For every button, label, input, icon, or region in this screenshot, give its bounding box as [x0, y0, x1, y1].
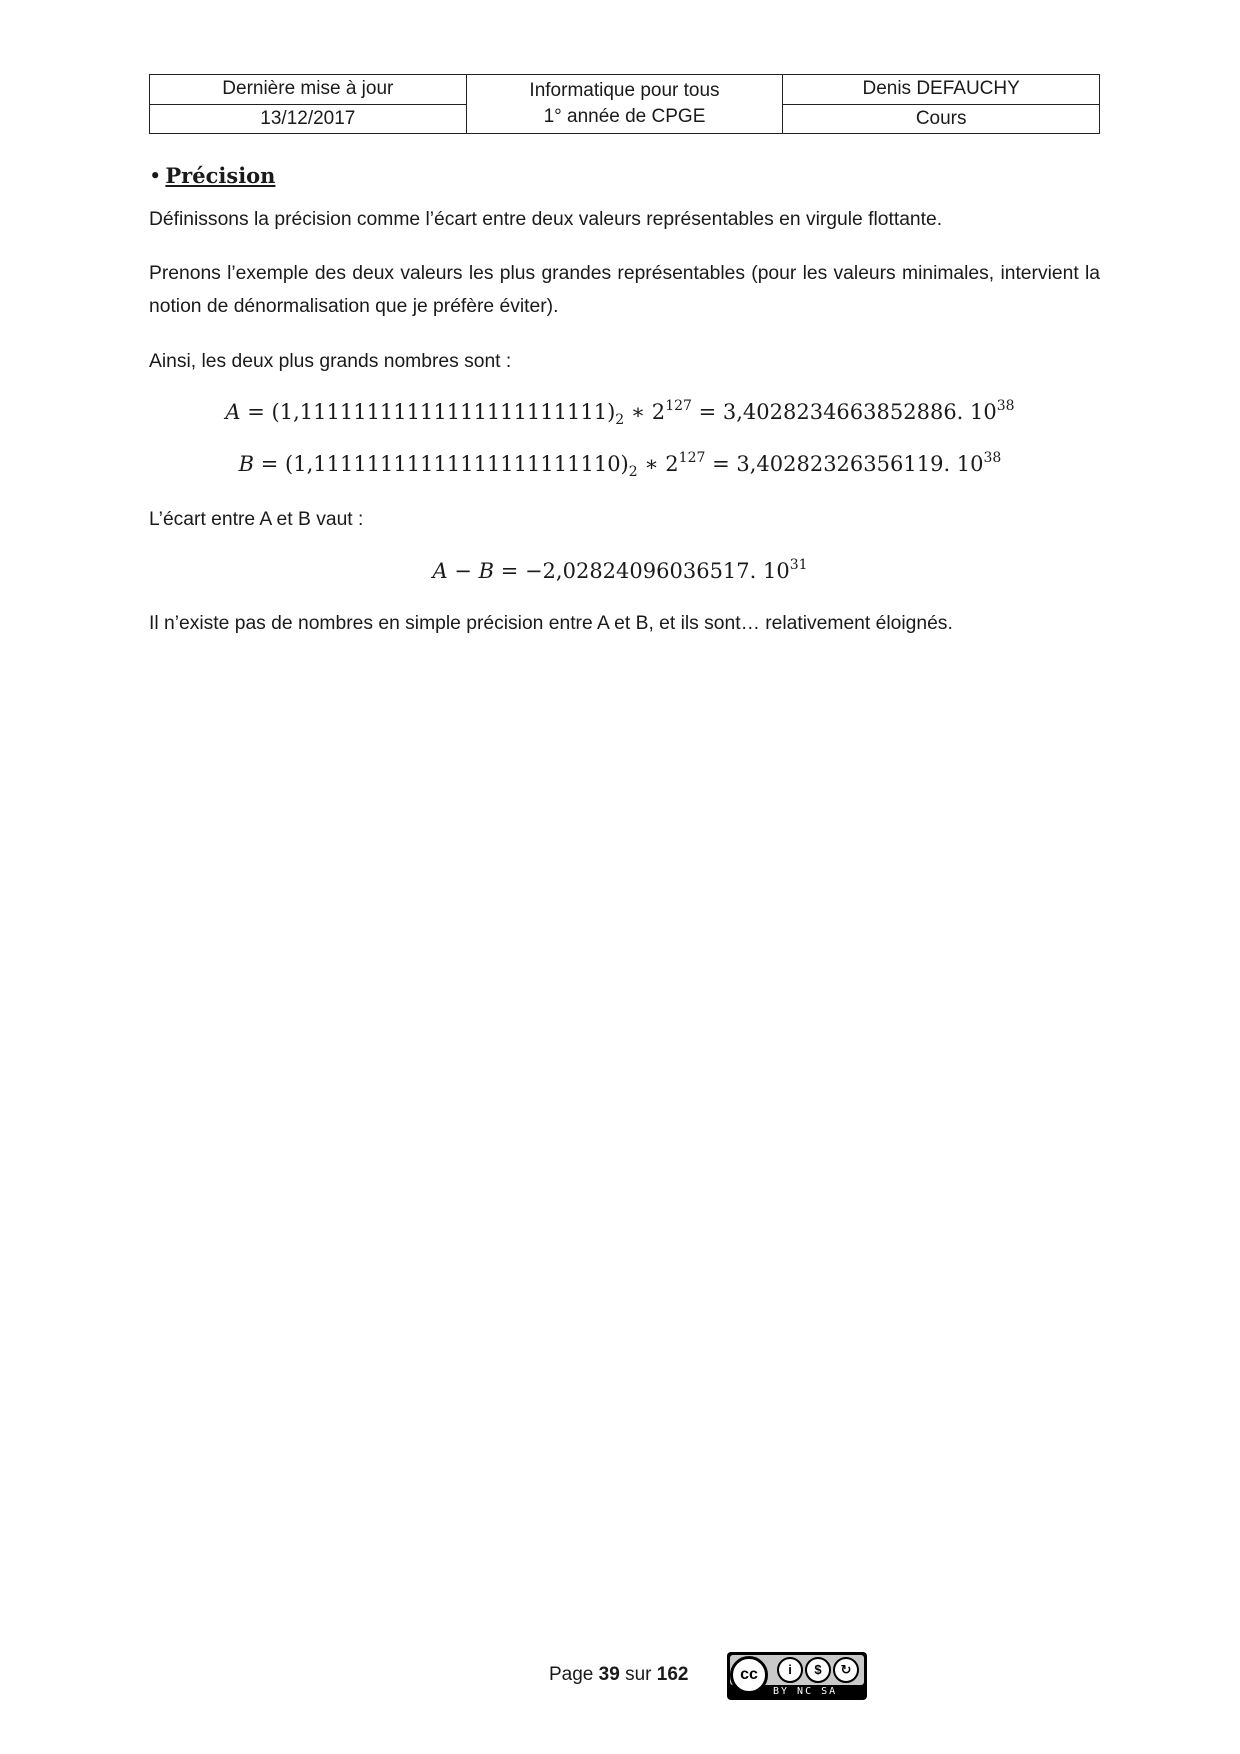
equation-b-mult: ∗ 2: [637, 452, 679, 476]
equation-b-var: B: [238, 452, 255, 476]
header-author: Denis DEFAUCHY: [783, 75, 1100, 105]
equation-b-result: = 3,40282326356119. 10: [705, 452, 984, 476]
equation-a-var: A: [225, 400, 241, 424]
equation-b-result-exp: 38: [983, 450, 1002, 466]
equation-a-result: = 3,4028234663852886. 10: [691, 400, 997, 424]
equation-diff-result-exp: 31: [789, 557, 808, 573]
page-current: 39: [598, 1664, 620, 1685]
header-update-label: Dernière mise à jour: [150, 75, 467, 105]
equation-diff-result: = −2,02824096036517. 10: [494, 559, 790, 583]
equation-a: [0, 398, 1240, 428]
equation-b-exp: 127: [678, 450, 706, 466]
equation-diff-minus: −: [447, 559, 479, 583]
cc-by-icon: i: [777, 1657, 803, 1683]
paragraph-example: Prenons l’exemple des deux valeurs les plus grandes représentables (pour les valeurs minimales, intervient la notion de dénormalisation que je préfère éviter).: [149, 263, 1100, 317]
header-doc-type: Cours: [783, 104, 1100, 134]
section-heading: [149, 163, 275, 188]
header-table: [149, 74, 1100, 134]
equation-b-base: 2: [628, 464, 638, 480]
equation-b: [0, 450, 1240, 480]
paragraph-intro-numbers: Ainsi, les deux plus grands nombres sont :: [149, 351, 512, 372]
equation-diff-var-b: B: [478, 559, 495, 583]
page-number: [549, 1664, 688, 1686]
equation-a-mantissa: = (1,11111111111111111111111): [240, 400, 616, 424]
cc-logo-icon: cc: [730, 1656, 768, 1694]
bullet-icon: •: [149, 164, 162, 188]
equation-b-mantissa: = (1,11111111111111111111110): [254, 452, 629, 476]
equation-a-mult: ∗ 2: [624, 400, 666, 424]
cc-license-tags: BY NC SA: [773, 1686, 838, 1697]
header-course-title: Informatique pour tous: [529, 80, 720, 101]
equation-difference: [0, 557, 1240, 583]
paragraph-gap-intro: L’écart entre A et B vaut :: [149, 509, 364, 530]
equation-a-exp: 127: [665, 398, 692, 414]
cc-nc-icon: $: [805, 1657, 831, 1683]
equation-a-base: 2: [615, 412, 625, 428]
page-total: 162: [656, 1664, 689, 1685]
page-label: Page: [549, 1664, 599, 1685]
cc-sa-icon: ↻: [833, 1657, 859, 1683]
cc-by-nc-sa-badge-icon: [727, 1652, 867, 1700]
header-course-level: 1° année de CPGE: [543, 106, 706, 127]
page-separator: sur: [619, 1664, 657, 1685]
equation-a-result-exp: 38: [996, 398, 1015, 414]
header-update-date: 13/12/2017: [150, 104, 467, 134]
equation-diff-var-a: A: [432, 559, 448, 583]
section-title: Précision: [165, 163, 276, 188]
paragraph-definition: Définissons la précision comme l’écart entre deux valeurs représentables en virgule flottante.: [149, 209, 943, 230]
header-course-cell: [466, 75, 783, 134]
paragraph-conclusion: Il n’existe pas de nombres en simple précision entre A et B, et ils sont… relativement éloignés.: [149, 613, 953, 634]
